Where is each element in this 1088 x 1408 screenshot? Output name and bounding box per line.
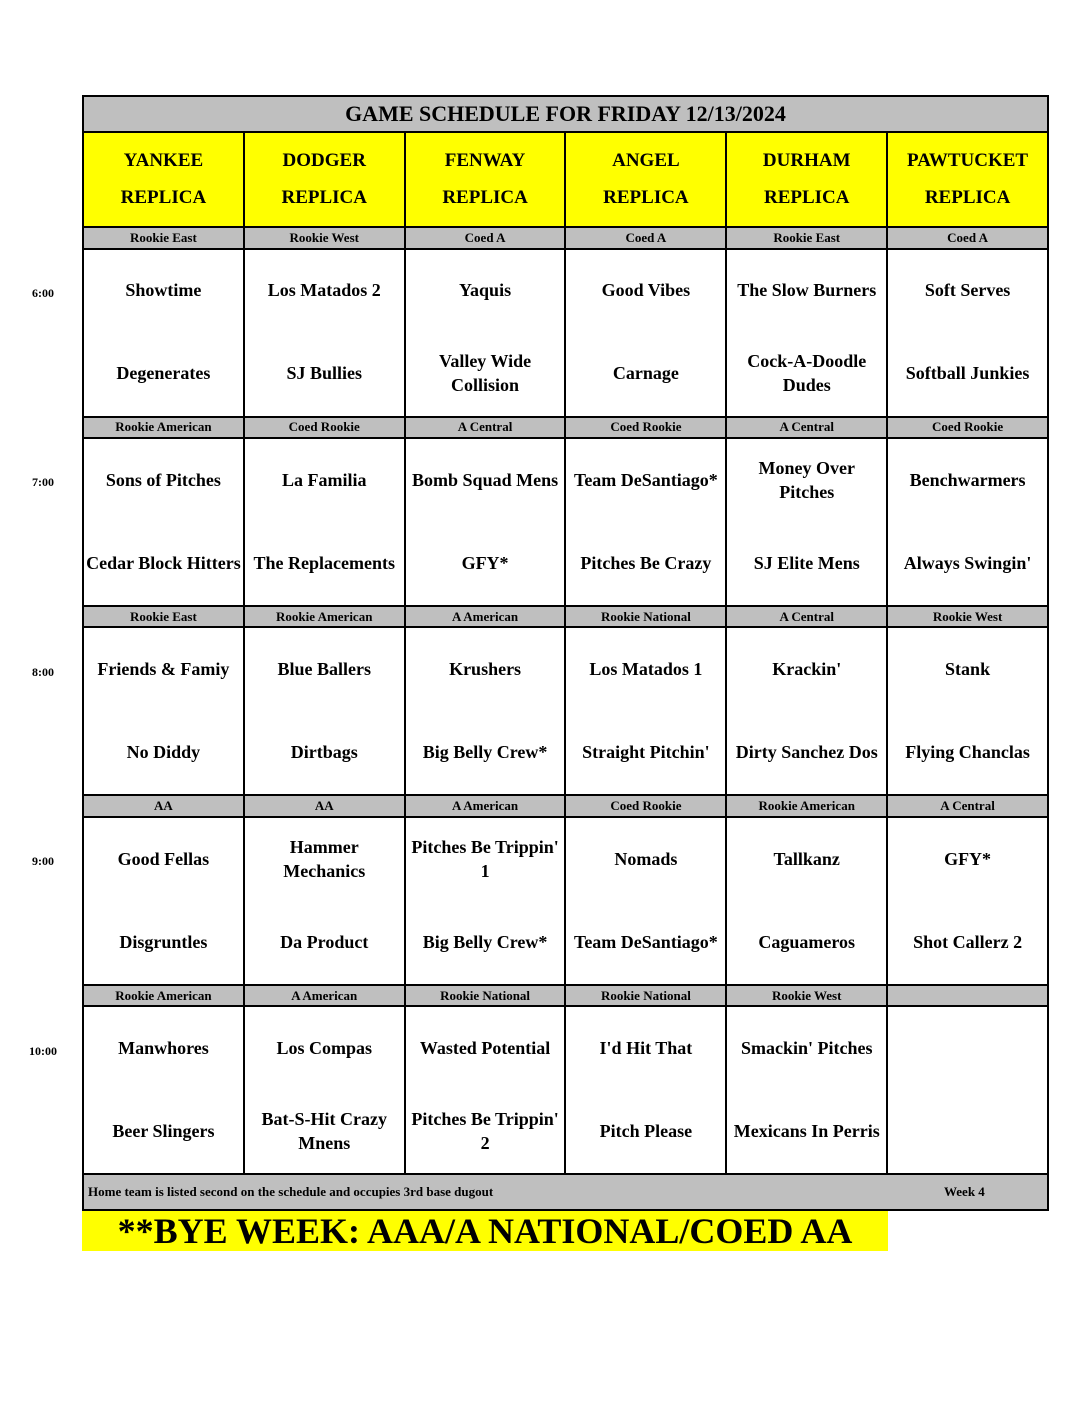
- division-label: Rookie East: [83, 227, 244, 248]
- home-team: Always Swingin': [887, 521, 1048, 607]
- division-row: [83, 227, 1048, 248]
- division-label: A Central: [405, 417, 566, 438]
- home-team-row: [83, 521, 1048, 607]
- division-row: [83, 795, 1048, 816]
- home-team: SJ Elite Mens: [726, 521, 887, 607]
- time-slot-label: [0, 665, 78, 680]
- field-name: DODGER: [282, 150, 366, 172]
- division-label: Rookie West: [244, 227, 405, 248]
- week-label: Week 4: [944, 1184, 985, 1200]
- field-name: FENWAY: [444, 150, 526, 172]
- field-header: [83, 132, 244, 228]
- home-team: Beer Slingers: [83, 1089, 244, 1175]
- division-label: Coed A: [405, 227, 566, 248]
- away-team: Benchwarmers: [887, 438, 1048, 520]
- field-subtitle: REPLICA: [763, 187, 850, 209]
- away-team: I'd Hit That: [565, 1006, 726, 1088]
- away-team: Los Matados 1: [565, 627, 726, 709]
- schedule-table: [82, 95, 1049, 1211]
- division-label: Coed Rookie: [565, 795, 726, 816]
- home-team: Flying Chanclas: [887, 710, 1048, 796]
- home-team: No Diddy: [83, 710, 244, 796]
- away-team: Hammer Mechanics: [244, 817, 405, 899]
- time-slot-text: 8:00: [32, 665, 54, 679]
- home-team-row: [83, 710, 1048, 796]
- home-team-row: [83, 331, 1048, 417]
- home-team: The Replacements: [244, 521, 405, 607]
- away-team: Smackin' Pitches: [726, 1006, 887, 1088]
- home-team: Bat-S-Hit Crazy Mnens: [244, 1089, 405, 1175]
- field-header: [887, 132, 1048, 228]
- home-team: Shot Callerz 2: [887, 899, 1048, 985]
- away-team: La Familia: [244, 438, 405, 520]
- home-team: Cedar Block Hitters: [83, 521, 244, 607]
- home-team: Softball Junkies: [887, 331, 1048, 417]
- field-subtitle: REPLICA: [924, 187, 1011, 209]
- away-team: Krushers: [405, 627, 566, 709]
- division-row: [83, 417, 1048, 438]
- home-team: SJ Bullies: [244, 331, 405, 417]
- away-team: Stank: [887, 627, 1048, 709]
- away-team: Sons of Pitches: [83, 438, 244, 520]
- away-team: Pitches Be Trippin' 1: [405, 817, 566, 899]
- division-label: A Central: [887, 795, 1048, 816]
- away-team: Good Vibes: [565, 249, 726, 331]
- field-header: [244, 132, 405, 228]
- home-team: Big Belly Crew*: [405, 899, 566, 985]
- division-label: Rookie American: [726, 795, 887, 816]
- division-label: Coed A: [565, 227, 726, 248]
- division-label: A American: [405, 795, 566, 816]
- time-slot-text: 10:00: [29, 1044, 57, 1058]
- away-team: Money Over Pitches: [726, 438, 887, 520]
- division-label: Rookie West: [726, 985, 887, 1006]
- home-team: Caguameros: [726, 899, 887, 985]
- home-team-row: [83, 899, 1048, 985]
- home-team: Pitches Be Crazy: [565, 521, 726, 607]
- away-team: Los Compas: [244, 1006, 405, 1088]
- division-label: A American: [244, 985, 405, 1006]
- field-header-row: [83, 132, 1048, 228]
- away-team: GFY*: [887, 817, 1048, 899]
- field-subtitle: REPLICA: [120, 187, 207, 209]
- footer-row: [83, 1174, 1048, 1210]
- division-label: Rookie American: [83, 417, 244, 438]
- away-team-row: [83, 1006, 1048, 1088]
- away-team-row: [83, 438, 1048, 520]
- division-label: Rookie American: [244, 606, 405, 627]
- away-team: [887, 1006, 1048, 1088]
- away-team: Krackin': [726, 627, 887, 709]
- division-label: [887, 985, 1048, 1006]
- away-team: Friends & Famiy: [83, 627, 244, 709]
- away-team: Good Fellas: [83, 817, 244, 899]
- division-label: Coed Rookie: [887, 417, 1048, 438]
- time-slot-label: [0, 475, 78, 490]
- time-slot-label: [0, 854, 78, 869]
- away-team: Blue Ballers: [244, 627, 405, 709]
- home-team: Degenerates: [83, 331, 244, 417]
- away-team: Yaquis: [405, 249, 566, 331]
- field-name: YANKEE: [123, 150, 204, 172]
- away-team: The Slow Burners: [726, 249, 887, 331]
- division-label: Rookie East: [83, 606, 244, 627]
- home-team-row: [83, 1089, 1048, 1175]
- time-slot-label: [0, 1044, 78, 1059]
- schedule-title: GAME SCHEDULE FOR FRIDAY 12/13/2024: [83, 96, 1048, 132]
- away-team: Manwhores: [83, 1006, 244, 1088]
- division-label: A Central: [726, 417, 887, 438]
- time-slot-text: 7:00: [32, 475, 54, 489]
- division-label: A American: [405, 606, 566, 627]
- field-subtitle: REPLICA: [603, 187, 689, 209]
- home-team: [887, 1089, 1048, 1175]
- field-name: DURHAM: [762, 150, 851, 172]
- bye-week-banner: **BYE WEEK: AAA/A NATIONAL/COED AA: [82, 1211, 888, 1251]
- division-label: Rookie East: [726, 227, 887, 248]
- away-team: Tallkanz: [726, 817, 887, 899]
- time-slot-label: [0, 286, 78, 301]
- away-team-row: [83, 817, 1048, 899]
- away-team-row: [83, 627, 1048, 709]
- time-slot-text: 6:00: [32, 286, 54, 300]
- away-team: Wasted Potential: [405, 1006, 566, 1088]
- footer-cell: [83, 1174, 1048, 1210]
- field-name: PAWTUCKET: [907, 150, 1029, 172]
- away-team: Showtime: [83, 249, 244, 331]
- division-label: AA: [244, 795, 405, 816]
- home-team: Carnage: [565, 331, 726, 417]
- division-row: [83, 606, 1048, 627]
- away-team: Team DeSantiago*: [565, 438, 726, 520]
- division-label: Rookie American: [83, 985, 244, 1006]
- away-team: Los Matados 2: [244, 249, 405, 331]
- away-team: Soft Serves: [887, 249, 1048, 331]
- away-team: Nomads: [565, 817, 726, 899]
- home-team: GFY*: [405, 521, 566, 607]
- field-subtitle: REPLICA: [281, 187, 367, 209]
- home-team: Straight Pitchin': [565, 710, 726, 796]
- home-team: Pitch Please: [565, 1089, 726, 1175]
- division-label: Coed Rookie: [565, 417, 726, 438]
- field-header: [405, 132, 566, 228]
- home-team-note: Home team is listed second on the schedule and occupies 3rd base dugout: [88, 1184, 494, 1200]
- field-header: [726, 132, 887, 228]
- home-team: Team DeSantiago*: [565, 899, 726, 985]
- away-team-row: [83, 249, 1048, 331]
- field-name: ANGEL: [612, 150, 680, 172]
- home-team: Da Product: [244, 899, 405, 985]
- away-team: Bomb Squad Mens: [405, 438, 566, 520]
- home-team: Mexicans In Perris: [726, 1089, 887, 1175]
- division-label: Rookie National: [565, 606, 726, 627]
- division-label: Rookie National: [405, 985, 566, 1006]
- field-subtitle: REPLICA: [442, 187, 528, 209]
- home-team: Big Belly Crew*: [405, 710, 566, 796]
- home-team: Dirtbags: [244, 710, 405, 796]
- division-label: A Central: [726, 606, 887, 627]
- home-team: Cock-A-Doodle Dudes: [726, 331, 887, 417]
- division-row: [83, 985, 1048, 1006]
- division-label: Rookie West: [887, 606, 1048, 627]
- division-label: Coed Rookie: [244, 417, 405, 438]
- division-label: AA: [83, 795, 244, 816]
- home-team: Dirty Sanchez Dos: [726, 710, 887, 796]
- division-label: Rookie National: [565, 985, 726, 1006]
- home-team: Pitches Be Trippin' 2: [405, 1089, 566, 1175]
- field-header: [565, 132, 726, 228]
- division-label: Coed A: [887, 227, 1048, 248]
- home-team: Valley Wide Collision: [405, 331, 566, 417]
- time-slot-text: 9:00: [32, 854, 54, 868]
- home-team: Disgruntles: [83, 899, 244, 985]
